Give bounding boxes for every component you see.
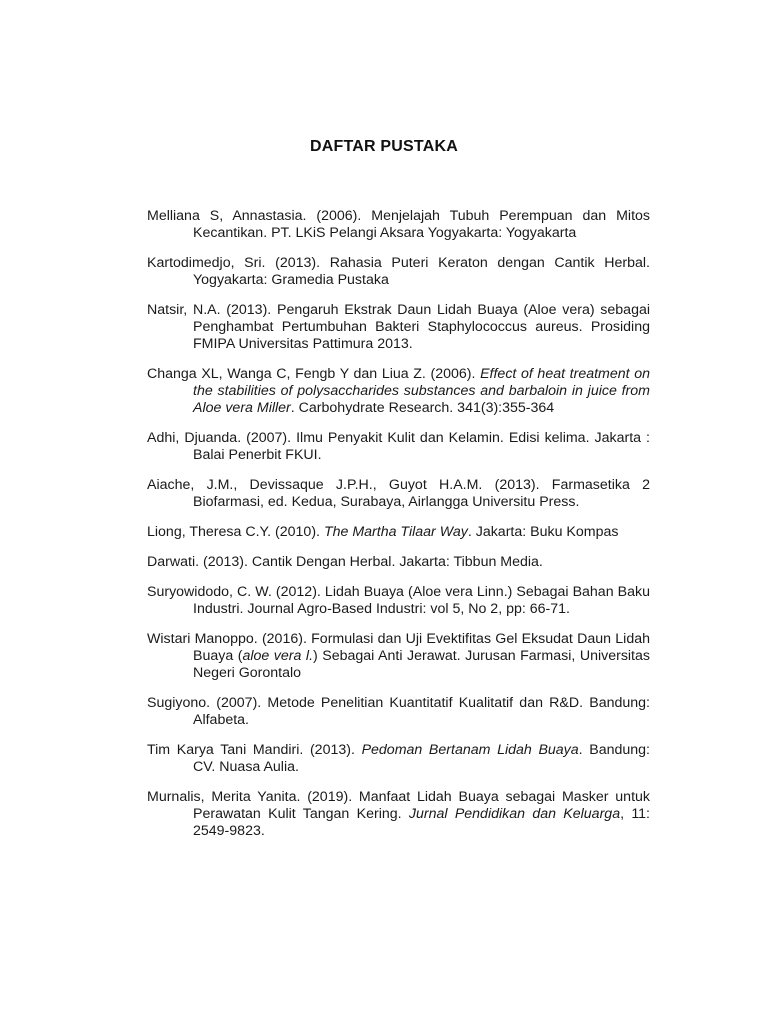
reference-list: [147, 208, 650, 853]
reference-text: Aiache, J.M., Devissaque J.P.H., Guyot H.A.M. (2013). Farmasetika 2 Biofarmasi, ed. Kedua, Surabaya, Airlangga Universitu Press.: [147, 477, 650, 510]
reference-italic-text: The Martha Tilaar Way: [323, 524, 468, 540]
reference-italic-text: Jurnal Pendidikan dan Keluarga: [408, 806, 621, 822]
reference-italic-text: Pedoman Bertanam Lidah Buaya: [361, 742, 579, 758]
reference-text: , 11: 2549-9823.: [193, 806, 651, 839]
reference-italic-text: Effect of heat treatment on the stabilities of polysaccharides substances and barbaloin in juice from Aloe vera Miller: [193, 366, 650, 416]
reference-text: Suryowidodo, C. W. (2012). Lidah Buaya (Aloe vera Linn.) Sebagai Bahan Baku Industri. Journal Agro-Based Industri: vol 5, No 2, pp: 66-71.: [147, 584, 650, 617]
reference-text: Natsir, N.A. (2013). Pengaruh Ekstrak Daun Lidah Buaya (Aloe vera) sebagai Penghambat Pertumbuhan Bakteri Staphylococcus aureus. Prosiding FMIPA Universitas Pattimura 2013.: [147, 302, 650, 352]
reference-text: Kartodimedjo, Sri. (2013). Rahasia Puteri Keraton dengan Cantik Herbal. Yogyakarta: Gramedia Pustaka: [147, 255, 650, 288]
reference-text: . Carbohydrate Research. 341(3):355-364: [290, 400, 555, 416]
reference-italic-text: aloe vera l.: [242, 648, 314, 664]
reference-text: ) Sebagai Anti Jerawat. Jurusan Farmasi, Universitas Negeri Gorontalo: [193, 648, 650, 681]
reference-entry: [147, 366, 650, 417]
reference-entry: [147, 789, 650, 840]
reference-entry: [147, 584, 650, 618]
reference-text: Sugiyono. (2007). Metode Penelitian Kuantitatif Kualitatif dan R&D. Bandung: Alfabeta.: [147, 695, 650, 728]
reference-text: . Bandung: CV. Nuasa Aulia.: [193, 742, 651, 775]
reference-entry: [147, 742, 650, 776]
reference-entry: [147, 302, 650, 353]
reference-text: . Jakarta: Buku Kompas: [467, 524, 619, 540]
reference-text: Changa XL, Wanga C, Fengb Y dan Liua Z. (2006).: [147, 366, 481, 382]
reference-text: Murnalis, Merita Yanita. (2019). Manfaat Lidah Buaya sebagai Masker untuk Perawatan Kulit Tangan Kering.: [147, 789, 650, 822]
reference-text: Liong, Theresa C.Y. (2010).: [147, 524, 324, 540]
reference-text: Tim Karya Tani Mandiri. (2013).: [147, 742, 362, 758]
reference-entry: [147, 255, 650, 289]
reference-text: Adhi, Djuanda. (2007). Ilmu Penyakit Kulit dan Kelamin. Edisi kelima. Jakarta : Balai Penerbit FKUI.: [147, 430, 650, 463]
page-title: DAFTAR PUSTAKA: [310, 138, 458, 155]
reference-entry: [147, 477, 650, 511]
reference-entry: [147, 430, 650, 464]
reference-text: Wistari Manoppo. (2016). Formulasi dan Uji Evektifitas Gel Eksudat Daun Lidah Buaya (: [147, 631, 650, 664]
reference-text: Melliana S, Annastasia. (2006). Menjelajah Tubuh Perempuan dan Mitos Kecantikan. PT. LKiS Pelangi Aksara Yogyakarta: Yogyakarta: [147, 208, 650, 241]
reference-text: Darwati. (2013). Cantik Dengan Herbal. Jakarta: Tibbun Media.: [147, 554, 543, 570]
reference-entry: [147, 695, 650, 729]
reference-entry: [147, 208, 650, 242]
reference-entry: [147, 554, 650, 571]
reference-entry: [147, 631, 650, 682]
reference-entry: [147, 524, 650, 541]
